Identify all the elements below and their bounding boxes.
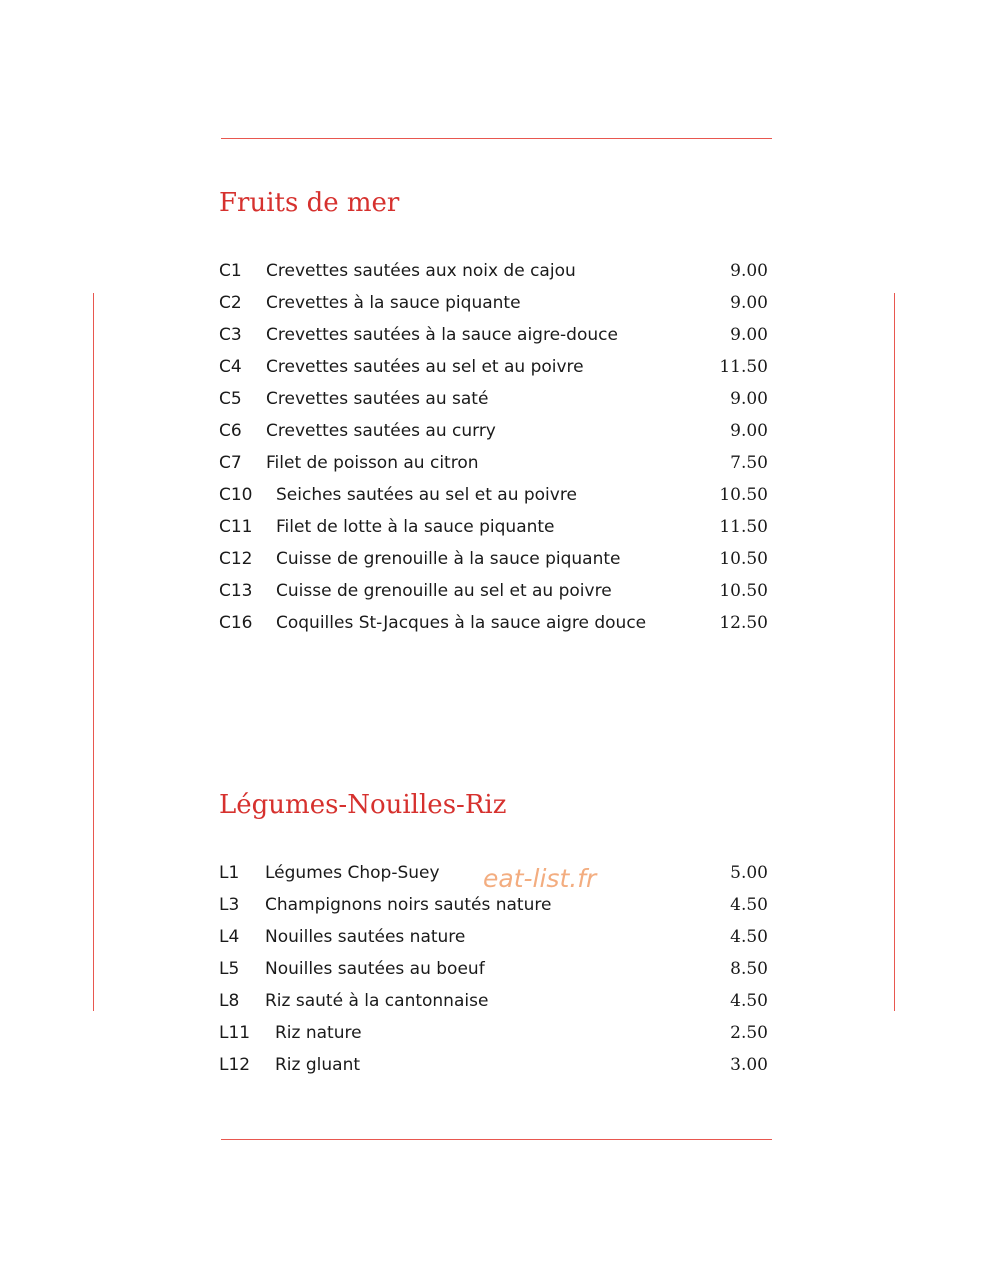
- item-price: 4.50: [730, 927, 768, 947]
- item-code: C3: [219, 325, 242, 345]
- item-price: 2.50: [730, 1023, 768, 1043]
- item-name: Crevettes sautées à la sauce aigre-douce: [266, 325, 618, 345]
- item-name: Seiches sautées au sel et au poivre: [276, 485, 577, 505]
- item-name: Champignons noirs sautés nature: [265, 895, 552, 915]
- item-code: L11: [219, 1023, 251, 1043]
- right-margin-line: [894, 293, 895, 1011]
- item-name: Riz gluant: [275, 1055, 361, 1075]
- item-price: 3.00: [730, 1055, 768, 1075]
- section-title-legumes-nouilles-riz: Légumes-Nouilles-Riz: [219, 790, 507, 820]
- menu-item: [219, 889, 770, 921]
- menu-item: [219, 351, 770, 383]
- item-name: Crevettes sautées au curry: [266, 421, 496, 441]
- item-price: 4.50: [730, 991, 768, 1011]
- item-price: 10.50: [719, 485, 768, 505]
- menu-item: [219, 1049, 770, 1081]
- menu-item: [219, 921, 770, 953]
- item-price: 10.50: [719, 581, 768, 601]
- item-code: L5: [219, 959, 240, 979]
- item-name: Cuisse de grenouille au sel et au poivre: [276, 581, 612, 601]
- item-code: C16: [219, 613, 253, 633]
- item-price: 4.50: [730, 895, 768, 915]
- menu-item: [219, 319, 770, 351]
- menu-item: [219, 447, 770, 479]
- menu-item: [219, 287, 770, 319]
- item-name: Coquilles St-Jacques à la sauce aigre douce: [276, 613, 647, 633]
- menu-item: [219, 607, 770, 639]
- item-price: 9.00: [730, 261, 768, 281]
- item-code: C7: [219, 453, 242, 473]
- item-code: C10: [219, 485, 253, 505]
- menu-item: [219, 543, 770, 575]
- item-name: Crevettes à la sauce piquante: [266, 293, 521, 313]
- item-name: Crevettes sautées aux noix de cajou: [266, 261, 576, 281]
- item-price: 7.50: [730, 453, 768, 473]
- item-name: Cuisse de grenouille à la sauce piquante: [276, 549, 621, 569]
- item-name: Légumes Chop-Suey: [265, 863, 440, 883]
- menu-item: [219, 1017, 770, 1049]
- item-code: L3: [219, 895, 240, 915]
- menu-item: [219, 953, 770, 985]
- item-price: 5.00: [730, 863, 768, 883]
- item-price: 9.00: [730, 421, 768, 441]
- item-name: Nouilles sautées au boeuf: [265, 959, 485, 979]
- item-code: L4: [219, 927, 240, 947]
- menu-item: [219, 415, 770, 447]
- item-price: 12.50: [719, 613, 768, 633]
- left-margin-line: [93, 293, 94, 1011]
- menu-list-fruits-de-mer: [219, 255, 770, 639]
- item-name: Riz nature: [275, 1023, 362, 1043]
- watermark: eat-list.fr: [483, 864, 597, 893]
- item-code: C6: [219, 421, 242, 441]
- item-code: L8: [219, 991, 240, 1011]
- item-name: Riz sauté à la cantonnaise: [265, 991, 489, 1011]
- menu-item: [219, 575, 770, 607]
- item-price: 9.00: [730, 293, 768, 313]
- item-code: C2: [219, 293, 242, 313]
- item-price: 9.00: [730, 325, 768, 345]
- bottom-divider: [221, 1139, 772, 1140]
- menu-item: [219, 255, 770, 287]
- menu-item: [219, 479, 770, 511]
- item-price: 9.00: [730, 389, 768, 409]
- item-name: Filet de lotte à la sauce piquante: [276, 517, 555, 537]
- item-price: 8.50: [730, 959, 768, 979]
- item-name: Crevettes sautées au saté: [266, 389, 489, 409]
- item-price: 10.50: [719, 549, 768, 569]
- item-code: C13: [219, 581, 253, 601]
- menu-item: [219, 383, 770, 415]
- item-code: C1: [219, 261, 242, 281]
- item-code: C12: [219, 549, 253, 569]
- section-title-fruits-de-mer: Fruits de mer: [219, 188, 400, 218]
- item-name: Filet de poisson au citron: [266, 453, 479, 473]
- item-code: L1: [219, 863, 240, 883]
- item-code: C11: [219, 517, 253, 537]
- item-code: C4: [219, 357, 242, 377]
- item-price: 11.50: [719, 517, 768, 537]
- menu-item: [219, 985, 770, 1017]
- menu-item: [219, 511, 770, 543]
- item-price: 11.50: [719, 357, 768, 377]
- item-name: Crevettes sautées au sel et au poivre: [266, 357, 584, 377]
- item-code: C5: [219, 389, 242, 409]
- item-code: L12: [219, 1055, 251, 1075]
- item-name: Nouilles sautées nature: [265, 927, 466, 947]
- top-divider: [221, 138, 772, 139]
